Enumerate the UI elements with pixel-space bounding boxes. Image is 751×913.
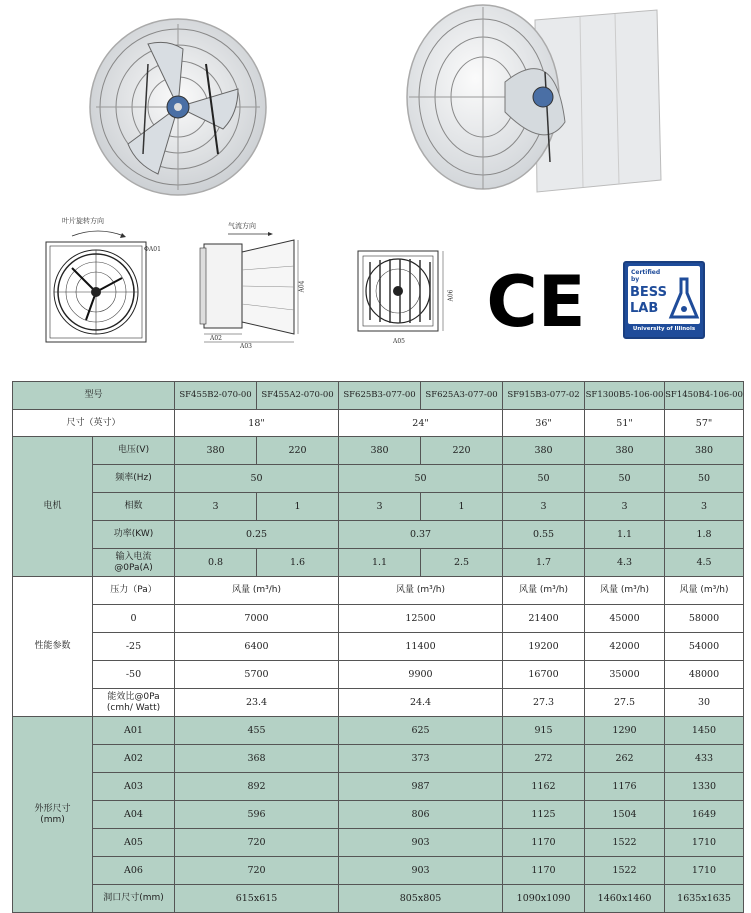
- dim-value: 1162: [503, 773, 585, 801]
- size-row: [13, 410, 744, 437]
- bess-certified-text: Certified: [631, 269, 661, 276]
- current-label: [93, 549, 175, 577]
- dim-value: 625: [339, 717, 503, 745]
- frequency-value: 50: [339, 465, 503, 493]
- efficiency-value: 27.3: [503, 689, 585, 717]
- flask-icon: [667, 271, 701, 323]
- efficiency-label-line2: (cmh/ Watt): [106, 702, 161, 713]
- phase-value: 3: [585, 493, 665, 521]
- power-row: [13, 521, 744, 549]
- dim-value: 1710: [665, 857, 744, 885]
- dim-value: 1522: [585, 857, 665, 885]
- current-row: [13, 549, 744, 577]
- airflow-value: 48000: [665, 661, 744, 689]
- dim-label: A03: [93, 773, 175, 801]
- airflow-value: 42000: [585, 633, 665, 661]
- dim-value: 1330: [665, 773, 744, 801]
- dim-label: A04: [93, 801, 175, 829]
- dim-label: A05: [93, 829, 175, 857]
- current-label-line2: @0Pa(A): [114, 562, 153, 573]
- size-18: 18": [175, 410, 339, 437]
- voltage-row: [13, 437, 744, 465]
- voltage-value: 380: [175, 437, 257, 465]
- model-row: [13, 382, 744, 410]
- efficiency-value: 24.4: [339, 689, 503, 717]
- airflow-value: 5700: [175, 661, 339, 689]
- power-value: 0.25: [175, 521, 339, 549]
- dim-label: A01: [93, 717, 175, 745]
- product-images: [0, 0, 751, 378]
- airflow-direction-label: 气流方向: [228, 222, 256, 230]
- voltage-value: 220: [421, 437, 503, 465]
- airflow-value: 11400: [339, 633, 503, 661]
- dim-value: 1176: [585, 773, 665, 801]
- airflow-value: 19200: [503, 633, 585, 661]
- efficiency-value: 23.4: [175, 689, 339, 717]
- frequency-value: 50: [585, 465, 665, 493]
- dim-value: 915: [503, 717, 585, 745]
- current-value: 1.7: [503, 549, 585, 577]
- frequency-row: [13, 465, 744, 493]
- bess-lab-text: LAB: [630, 301, 659, 316]
- airflow-value: 54000: [665, 633, 744, 661]
- pressure-value: -50: [93, 661, 175, 689]
- opening-label: 洞口尺寸(mm): [93, 885, 175, 913]
- dim-row-a05: [13, 829, 744, 857]
- dim-value: 1170: [503, 857, 585, 885]
- front-view-diagram: [42, 228, 154, 348]
- performance-group-label: 性能参数: [13, 577, 93, 717]
- dim-a04-label: A04: [298, 280, 306, 293]
- airflow-label: 风量 (m³/h): [503, 577, 585, 605]
- blade-direction-label: 叶片旋转方向: [62, 217, 104, 225]
- phase-label: 相数: [93, 493, 175, 521]
- fan-side-photo: [405, 2, 667, 202]
- dim-row-a02: [13, 745, 744, 773]
- phase-value: 3: [175, 493, 257, 521]
- ce-mark: [486, 268, 586, 334]
- frequency-value: 50: [503, 465, 585, 493]
- phase-value: 3: [503, 493, 585, 521]
- model-3: SF625B3-077-00: [339, 382, 421, 410]
- model-label: 型号: [13, 382, 175, 410]
- size-label: 尺寸（英寸）: [13, 410, 175, 437]
- dimensions-group-label: [13, 717, 93, 913]
- dim-row-a03: [13, 773, 744, 801]
- pressure-row-25: [13, 633, 744, 661]
- voltage-value: 380: [339, 437, 421, 465]
- size-36: 36": [503, 410, 585, 437]
- model-2: SF455A2-070-00: [257, 382, 339, 410]
- side-view-diagram: [198, 230, 308, 348]
- airflow-label: 风量 (m³/h): [175, 577, 339, 605]
- power-value: 1.1: [585, 521, 665, 549]
- pressure-label: 压力（Pa）: [93, 577, 175, 605]
- dim-value: 892: [175, 773, 339, 801]
- opening-row: [13, 885, 744, 913]
- dim-value: 368: [175, 745, 339, 773]
- voltage-value: 380: [503, 437, 585, 465]
- airflow-value: 9900: [339, 661, 503, 689]
- airflow-label: 风量 (m³/h): [585, 577, 665, 605]
- voltage-label: 电压(V): [93, 437, 175, 465]
- bess-university-text: University of Illinois: [632, 326, 696, 332]
- dim-a06-label: A06: [447, 289, 455, 302]
- frequency-label: 频率(Hz): [93, 465, 175, 493]
- efficiency-label: [93, 689, 175, 717]
- airflow-value: 6400: [175, 633, 339, 661]
- phase-row: [13, 493, 744, 521]
- voltage-value: 220: [257, 437, 339, 465]
- efficiency-label-line1: 能效比@0Pa: [107, 691, 160, 702]
- fan-front-photo: [88, 4, 268, 202]
- current-value: 4.5: [665, 549, 744, 577]
- phase-value: 3: [339, 493, 421, 521]
- dim-value: 1290: [585, 717, 665, 745]
- svg-text:CE: CE: [486, 268, 586, 334]
- dim-a02-label: A02: [210, 335, 222, 342]
- phase-value: 1: [421, 493, 503, 521]
- model-4: SF625A3-077-00: [421, 382, 503, 410]
- power-label: 功率(KW): [93, 521, 175, 549]
- dim-value: 1504: [585, 801, 665, 829]
- dim-value: 433: [665, 745, 744, 773]
- size-51: 51": [585, 410, 665, 437]
- power-value: 0.55: [503, 521, 585, 549]
- efficiency-value: 27.5: [585, 689, 665, 717]
- dim-a03-label: A03: [240, 343, 252, 350]
- airflow-value: 12500: [339, 605, 503, 633]
- efficiency-row: [13, 689, 744, 717]
- airflow-value: 58000: [665, 605, 744, 633]
- opening-value: 1090x1090: [503, 885, 585, 913]
- phase-value: 1: [257, 493, 339, 521]
- dim-value: 262: [585, 745, 665, 773]
- rear-view-diagram: [355, 248, 445, 336]
- frequency-value: 50: [175, 465, 339, 493]
- dim-value: 1522: [585, 829, 665, 857]
- dim-value: 373: [339, 745, 503, 773]
- dimensions-label-line1: 外形尺寸: [34, 803, 71, 814]
- pressure-row-50: [13, 661, 744, 689]
- airflow-label: 风量 (m³/h): [665, 577, 744, 605]
- model-5: SF915B3-077-02: [503, 382, 585, 410]
- voltage-value: 380: [665, 437, 744, 465]
- frequency-value: 50: [665, 465, 744, 493]
- dim-value: 455: [175, 717, 339, 745]
- dimensions-label-line2: (mm): [40, 814, 65, 825]
- opening-value: 615x615: [175, 885, 339, 913]
- dim-value: 1170: [503, 829, 585, 857]
- current-value: 2.5: [421, 549, 503, 577]
- dim-value: 987: [339, 773, 503, 801]
- pressure-value: -25: [93, 633, 175, 661]
- dim-value: 1125: [503, 801, 585, 829]
- dim-value: 272: [503, 745, 585, 773]
- power-value: 0.37: [339, 521, 503, 549]
- pressure-header-row: [13, 577, 744, 605]
- model-6: SF1300B5-106-00: [585, 382, 665, 410]
- airflow-value: 35000: [585, 661, 665, 689]
- voltage-value: 380: [585, 437, 665, 465]
- opening-value: 1460x1460: [585, 885, 665, 913]
- dim-value: 1710: [665, 829, 744, 857]
- pressure-row-0: [13, 605, 744, 633]
- dim-value: 903: [339, 857, 503, 885]
- model-1: SF455B2-070-00: [175, 382, 257, 410]
- dim-a01-label: ΦA01: [144, 246, 161, 253]
- efficiency-value: 30: [665, 689, 744, 717]
- dim-value: 596: [175, 801, 339, 829]
- bess-lab-badge: [623, 261, 705, 339]
- current-value: 0.8: [175, 549, 257, 577]
- dim-label: A02: [93, 745, 175, 773]
- dim-row-a04: [13, 801, 744, 829]
- model-7: SF1450B4-106-00: [665, 382, 744, 410]
- size-57: 57": [665, 410, 744, 437]
- current-label-line1: 输入电流: [115, 551, 152, 562]
- bess-name-text: BESS: [630, 285, 667, 300]
- dim-a05-label: A05: [393, 338, 405, 345]
- bess-by-text: by: [631, 276, 640, 283]
- dim-value: 1450: [665, 717, 744, 745]
- size-24: 24": [339, 410, 503, 437]
- opening-value: 805x805: [339, 885, 503, 913]
- pressure-value: 0: [93, 605, 175, 633]
- power-value: 1.8: [665, 521, 744, 549]
- dim-row-a06: [13, 857, 744, 885]
- motor-group-label: 电机: [13, 437, 93, 577]
- current-value: 1.1: [339, 549, 421, 577]
- airflow-value: 16700: [503, 661, 585, 689]
- airflow-value: 45000: [585, 605, 665, 633]
- dim-row-a01: [13, 717, 744, 745]
- current-value: 4.3: [585, 549, 665, 577]
- opening-value: 1635x1635: [665, 885, 744, 913]
- dim-value: 903: [339, 829, 503, 857]
- dim-value: 806: [339, 801, 503, 829]
- dim-label: A06: [93, 857, 175, 885]
- dim-value: 1649: [665, 801, 744, 829]
- dim-value: 720: [175, 829, 339, 857]
- airflow-value: 21400: [503, 605, 585, 633]
- current-value: 1.6: [257, 549, 339, 577]
- dim-value: 720: [175, 857, 339, 885]
- phase-value: 3: [665, 493, 744, 521]
- airflow-label: 风量 (m³/h): [339, 577, 503, 605]
- airflow-value: 7000: [175, 605, 339, 633]
- spec-table: [12, 381, 744, 913]
